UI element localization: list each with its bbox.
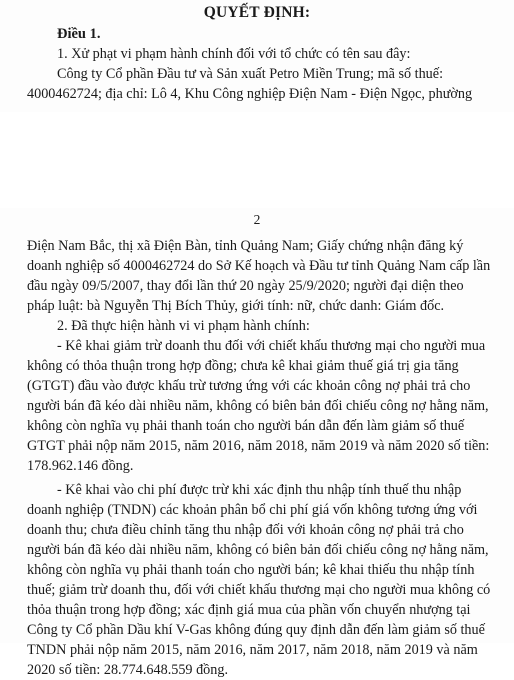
text-line: - Kê khai vào chi phí được trừ khi xác định thu nhập tính thuế thu nhập	[57, 482, 462, 498]
text-line: 2. Đã thực hiện hành vi vi phạm hành chính:	[57, 318, 310, 334]
text-line: doanh thu; chưa điều chỉnh tăng thu nhập đối với khoản công nợ phải trả cho	[27, 522, 464, 538]
page-break-gap	[0, 112, 514, 208]
top-paragraph	[27, 44, 501, 104]
text-line: đầu ngày 09/5/2007, thay đổi lần thứ 20 ngày 25/9/2020; người đại diện theo	[27, 278, 464, 294]
page-number: 2	[253, 212, 261, 227]
document-title: QUYẾT ĐỊNH:	[203, 4, 311, 21]
text-line: GTGT phải nộp năm 2015, năm 2016, năm 2018, năm 2019 và năm 2020 số tiền:	[27, 438, 490, 454]
text-line: doanh nghiệp (TNDN) các khoản phân bổ chi phí giá vốn không tương ứng với	[27, 502, 478, 518]
text-line: Công ty Cổ phần Dầu khí V-Gas không đúng quy định dẫn đến làm giảm số thuế	[27, 622, 485, 638]
text-line: không còn nghĩa vụ phải thanh toán cho người bán; kê khai thiếu thu nhập tính	[27, 562, 475, 578]
article-heading: Điều 1.	[57, 26, 101, 42]
text-line: - Kê khai giảm trừ doanh thu đối với chiết khấu thương mại cho người mua	[57, 338, 486, 354]
bottom-paragraph	[27, 236, 501, 680]
text-line: pháp luật: bà Nguyễn Thị Bích Thủy, giới tính: nữ, chức danh: Giám đốc.	[27, 298, 445, 314]
text-line: 1. Xử phạt vi phạm hành chính đối với tổ chức có tên sau đây:	[57, 46, 411, 62]
text-line: (GTGT) đầu vào được khấu trừ tương ứng với các khoản công nợ phải trả cho	[27, 378, 471, 394]
text-line: 4000462724; địa chỉ: Lô 4, Khu Công nghiệp Điện Nam - Điện Ngọc, phường	[27, 86, 473, 102]
text-line: doanh nghiệp số 4000462724 do Sở Kế hoạch và Đầu tư tỉnh Quảng Nam cấp lần	[27, 258, 491, 274]
text-line: người bán đã kéo dài nhiều năm, không có biên bản đối chiếu công nợ hằng năm,	[27, 542, 489, 558]
text-line: Điện Nam Bắc, thị xã Điện Bàn, tỉnh Quảng Nam; Giấy chứng nhận đăng ký	[27, 238, 464, 254]
text-line: người bán đã kéo dài nhiều năm, không có biên bản đối chiếu công nợ hằng năm,	[27, 398, 489, 414]
text-line: thỏa thuận trong hợp đồng; xác định giá mua của phần vốn chuyển nhượng tại	[27, 602, 471, 618]
text-line: thuế; giảm trừ doanh thu, đối với chiết khấu thương mại cho người mua không có	[27, 582, 491, 598]
text-line: 178.962.146 đồng.	[27, 458, 134, 474]
text-line: Công ty Cổ phần Đầu tư và Sản xuất Petro Miền Trung; mã số thuế:	[57, 66, 444, 82]
text-line: không còn nghĩa vụ phải thanh toán cho người bán dẫn đến làm giảm số thuế	[27, 418, 465, 434]
text-line: TNDN phải nộp năm 2015, năm 2016, năm 2017, năm 2018, năm 2019 và năm	[27, 642, 478, 658]
text-line: không có thỏa thuận trong hợp đồng; chưa kê khai giảm thuế giá trị gia tăng	[27, 358, 459, 374]
text-line: 2020 số tiền: 28.774.648.559 đồng.	[27, 662, 228, 678]
